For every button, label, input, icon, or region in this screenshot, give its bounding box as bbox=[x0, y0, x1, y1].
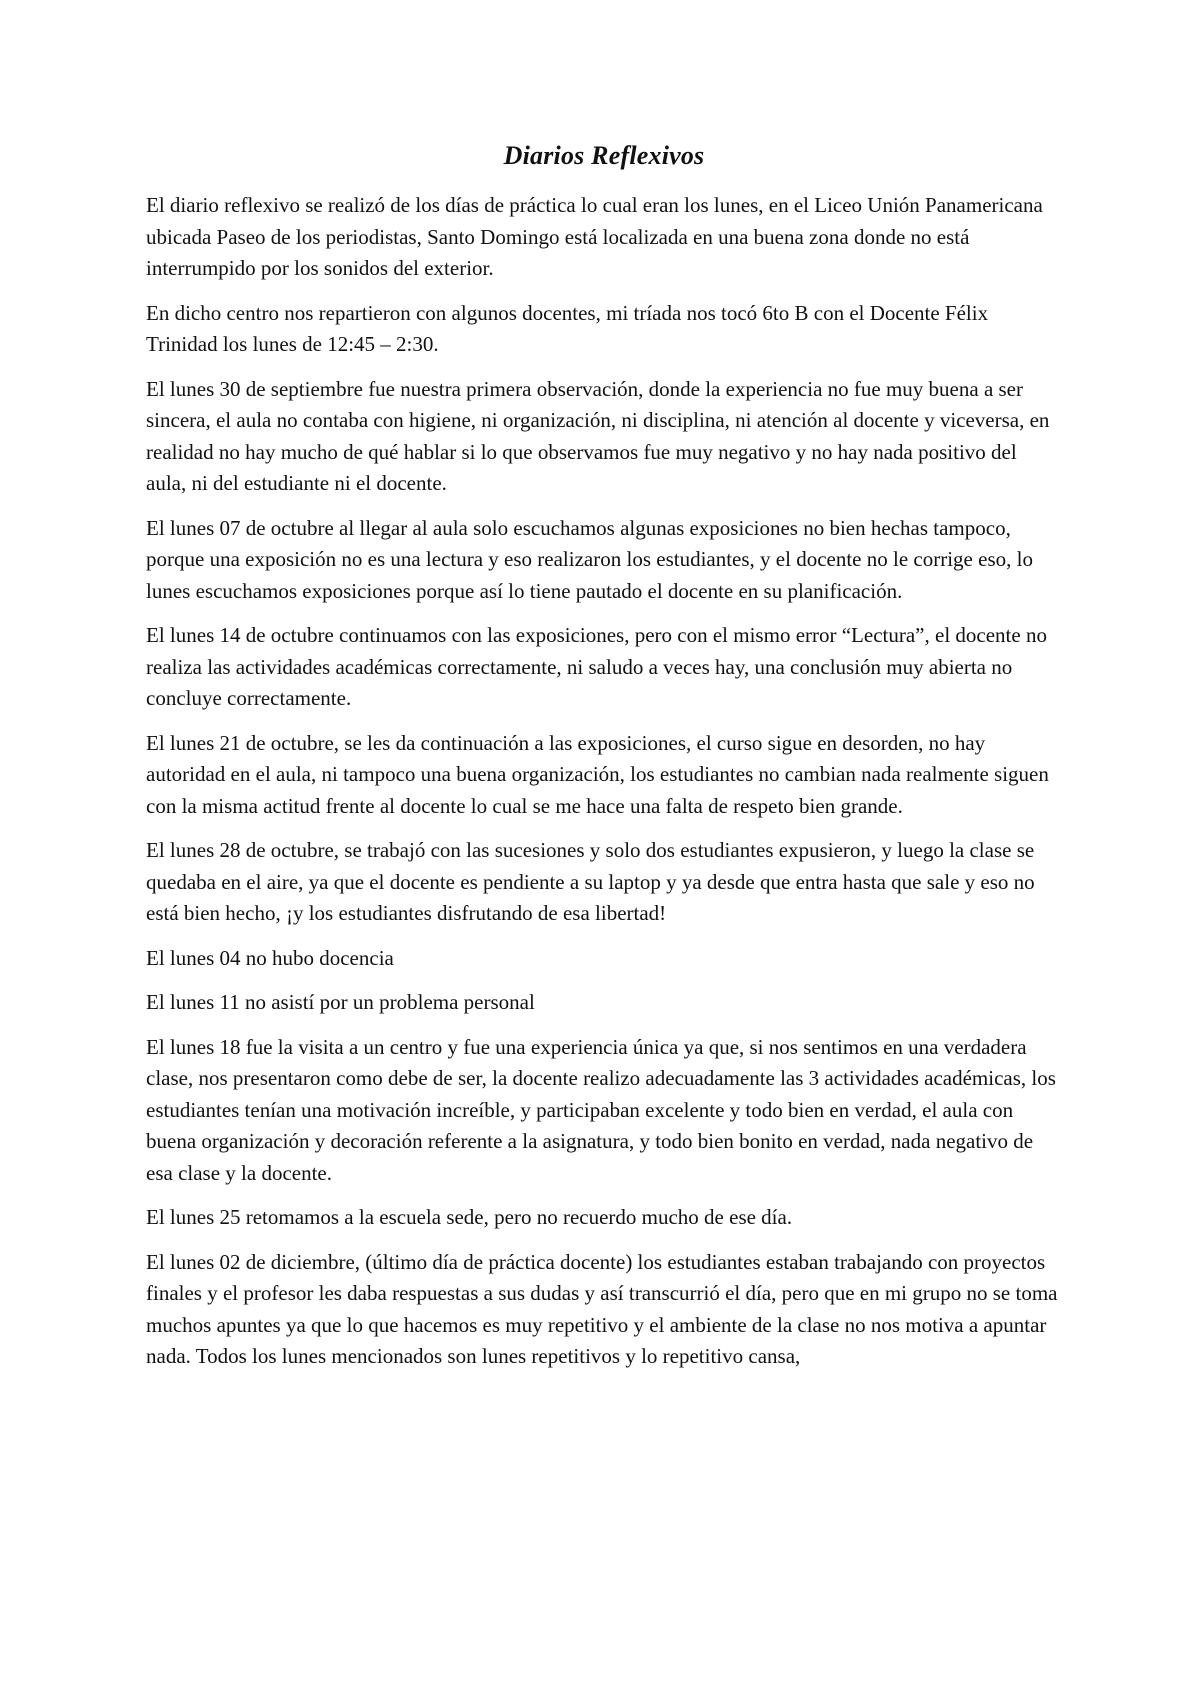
paragraph-monday-18: El lunes 18 fue la visita a un centro y fue una experiencia única ya que, si nos sentimos en una verdadera clase, nos presentaron como debe de ser, la docente realizo adecuadamente las 3 actividades académicas, los estudiantes tenían una motivación increíble, y participaban excelente y todo bien en verdad, el aula con buena organización y decoración referente a la asignatura, y todo bien bonito en verdad, nada negativo de esa clase y la docente. bbox=[146, 1034, 1056, 1185]
paragraph-dec-02: El lunes 02 de diciembre, (último día de práctica docente) los estudiantes estaban trabajando con proyectos finales y el profesor les daba respuestas a sus dudas y así transcurrió el día, pero que en mi grupo no se toma muchos apuntes ya que lo que hacemos es muy repetitivo y el ambiente de la clase no nos motiva a apuntar nada. Todos los lunes mencionados son lunes repetitivos y lo repetitivo cansa, bbox=[146, 1249, 1058, 1368]
paragraph-oct-14: El lunes 14 de octubre continuamos con las exposiciones, pero con el mismo error “Lectura”, el docente no realiza las actividades académicas correctamente, ni saludo a veces hay, una conclusión muy abierta no concluye correctamente. bbox=[146, 623, 1047, 710]
paragraph-monday-04: El lunes 04 no hubo docencia bbox=[146, 945, 394, 970]
paragraph-oct-21: El lunes 21 de octubre, se les da continuación a las exposiciones, el curso sigue en desorden, no hay autoridad en el aula, ni tampoco una buena organización, los estudiantes no cambian nada realmente siguen con la misma actitud frente al docente lo cual se me hace una falta de respeto bien grande. bbox=[146, 730, 1049, 818]
paragraph-monday-25: El lunes 25 retomamos a la escuela sede, pero no recuerdo mucho de ese día. bbox=[146, 1205, 793, 1229]
paragraph-center-assignment: En dicho centro nos repartieron con algunos docentes, mi tríada nos tocó 6to B con el Docente Félix Trinidad los lunes de 12:45 – 2:30. bbox=[146, 300, 989, 356]
paragraph-sept-30: El lunes 30 de septiembre fue nuestra primera observación, donde la experiencia no fue muy buena a ser sincera, el aula no contaba con higiene, ni organización, ni disciplina, ni atención al docente y viceversa, en realidad no hay mucho de qué hablar si lo que observamos fue muy negativo y no hay nada positivo del aula, ni del estudiante ni el docente. bbox=[146, 376, 1050, 495]
document-body bbox=[146, 140, 1062, 1386]
paragraph-oct-07: El lunes 07 de octubre al llegar al aula solo escuchamos algunas exposiciones no bien hechas tampoco, porque una exposición no es una lectura y eso realizaron los estudiantes, y el docente no le corrige eso, lo lunes escuchamos exposiciones porque así lo tiene pautado el docente en su planificación. bbox=[146, 515, 1033, 603]
document-title: Diarios Reflexivos bbox=[503, 141, 705, 170]
paragraph-oct-28: El lunes 28 de octubre, se trabajó con las sucesiones y solo dos estudiantes expusieron, y luego la clase se quedaba en el aire, ya que el docente es pendiente a su laptop y ya desde que entra hasta que sale y eso no está bien hecho, ¡y los estudiantes disfrutando de esa libertad! bbox=[146, 838, 1035, 925]
paragraph-intro: El diario reflexivo se realizó de los días de práctica lo cual eran los lunes, en el Liceo Unión Panamericana ubicada Paseo de los periodistas, Santo Domingo está localizada en una buena zona donde no está interrumpido por los sonidos del exterior. bbox=[146, 193, 1043, 280]
paragraph-monday-11: El lunes 11 no asistí por un problema personal bbox=[146, 990, 535, 1014]
